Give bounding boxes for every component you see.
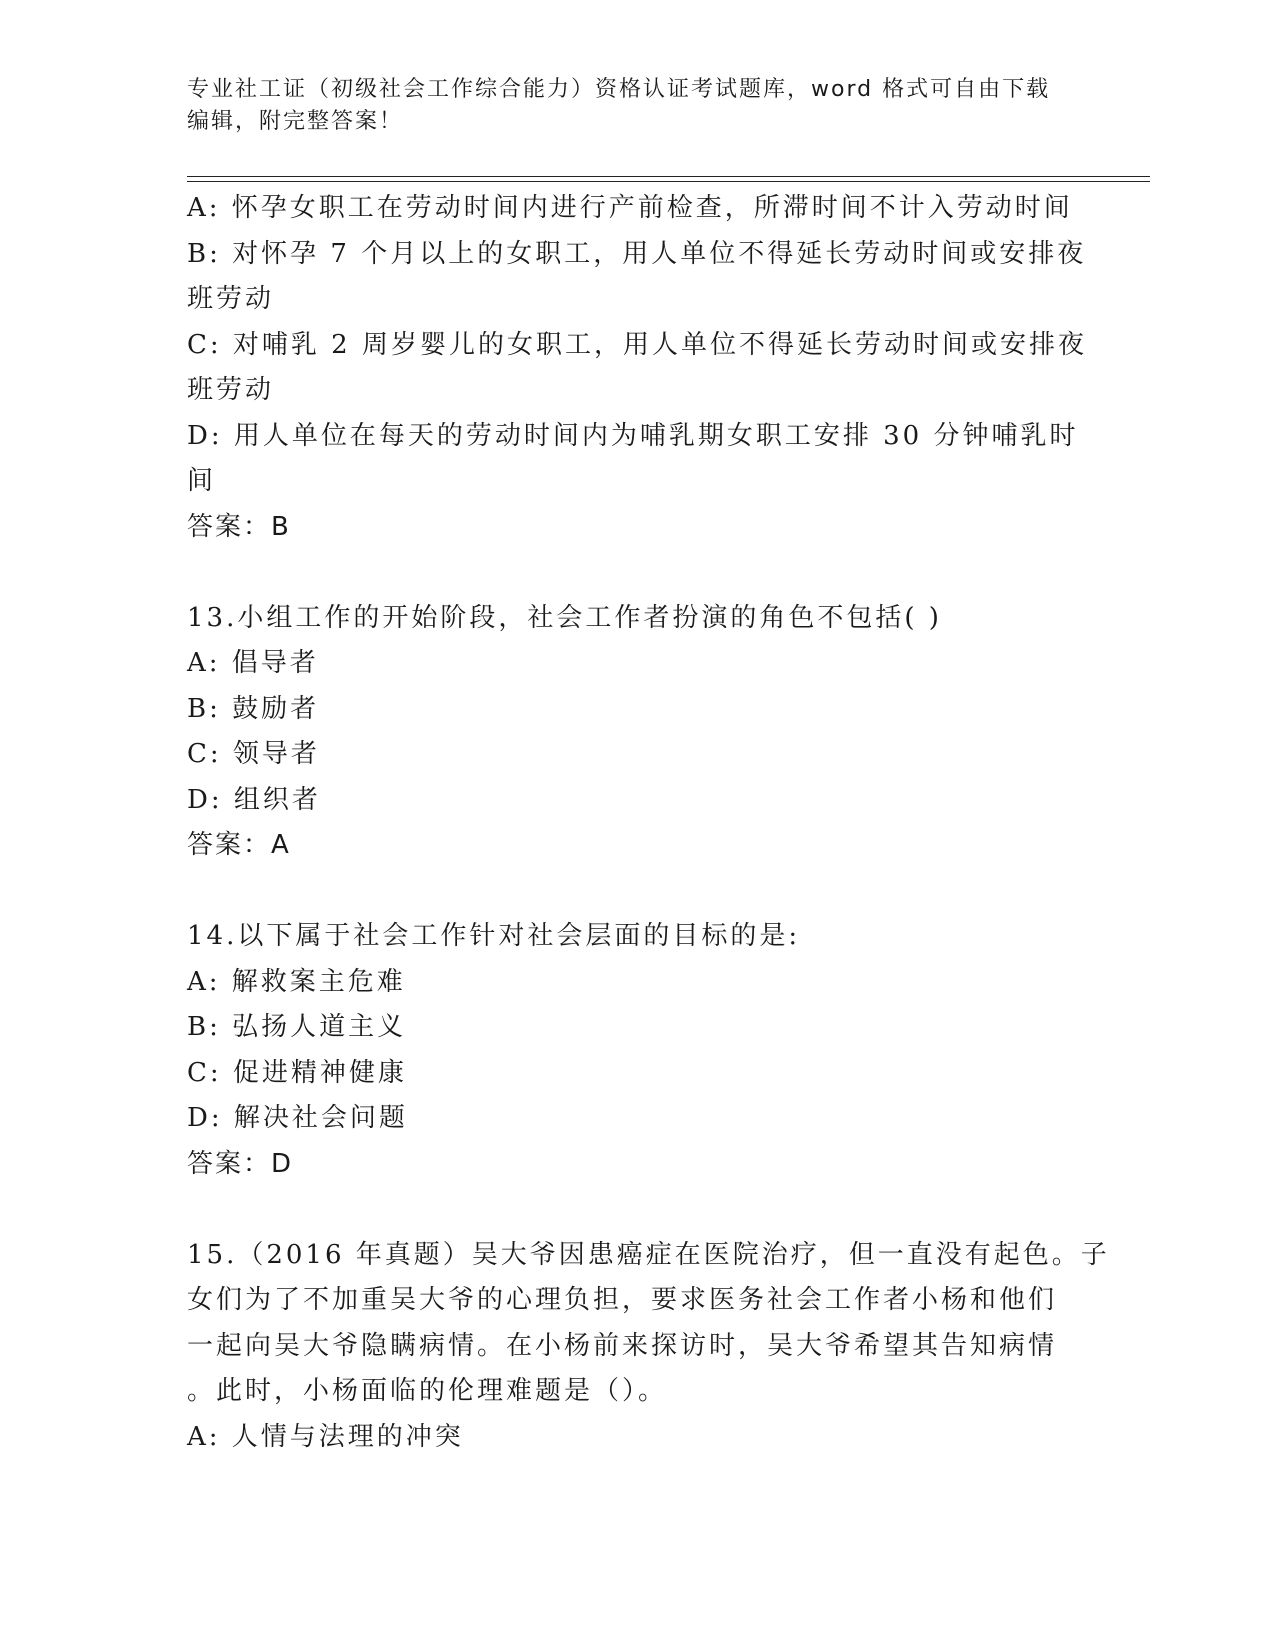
option-d: D: 解决社会问题: [187, 1103, 408, 1133]
option-d-continued: 间: [187, 466, 217, 496]
spacer: [187, 550, 1087, 596]
page-header: [187, 74, 1087, 138]
spacer: [187, 869, 1087, 915]
option-c: C: 对哺乳 2 周岁婴儿的女职工，用人单位不得延长劳动时间或安排夜: [187, 329, 1087, 360]
question-12-options: [187, 186, 1087, 550]
option-b: B: 弘扬人道主义: [187, 1012, 407, 1042]
option-a: A: 解救案主危难: [187, 966, 406, 997]
option-b-continued: 班劳动: [187, 284, 275, 314]
question-stem-continued: 女们为了不加重吴大爷的心理负担，要求医务社会工作者小杨和他们: [187, 1285, 1058, 1315]
option-d: D: 用人单位在每天的劳动时间内为哺乳期女职工安排 30 分钟哺乳时: [187, 420, 1079, 451]
question-content: [187, 186, 1110, 1460]
question-stem: 14.以下属于社会工作针对社会层面的目标的是:: [187, 921, 801, 951]
option-a: A: 人情与法理的冲突: [187, 1421, 464, 1452]
question-14: [187, 914, 1087, 1187]
header-line-1: 专业社工证（初级社会工作综合能力）资格认证考试题库，word 格式可自由下载: [187, 77, 1051, 102]
question-stem-continued: 一起向吴大爷隐瞒病情。在小杨前来探访时，吴大爷希望其告知病情: [187, 1330, 1058, 1361]
question-stem-continued: 。此时，小杨面临的伦理难题是（）。: [187, 1376, 668, 1406]
option-a: A: 怀孕女职工在劳动时间内进行产前检查，所滞时间不计入劳动时间: [187, 193, 1073, 223]
option-c: C: 促进精神健康: [187, 1057, 407, 1088]
option-b: B: 鼓励者: [187, 693, 320, 724]
option-b: B: 对怀孕 7 个月以上的女职工，用人单位不得延长劳动时间或安排夜: [187, 238, 1087, 269]
question-13: [187, 596, 1087, 869]
option-c: C: 领导者: [187, 739, 320, 769]
answer-14: 答案：D: [187, 1148, 294, 1179]
header-line-2: 编辑，附完整答案！: [187, 109, 404, 134]
spacer: [187, 1187, 1087, 1233]
option-c-continued: 班劳动: [187, 375, 275, 405]
answer-12: 答案：B: [187, 511, 291, 542]
question-stem: 15.（2016 年真题）吴大爷因患癌症在医院治疗，但一直没有起色。子: [187, 1239, 1110, 1270]
header-divider-top: [187, 176, 1150, 177]
option-a: A: 倡导者: [187, 648, 319, 678]
option-d: D: 组织者: [187, 784, 321, 815]
answer-13: 答案：A: [187, 830, 291, 860]
header-divider-bottom: [187, 181, 1150, 182]
question-15: [187, 1233, 1110, 1461]
question-stem: 13.小组工作的开始阶段，社会工作者扮演的角色不包括( ): [187, 602, 942, 633]
